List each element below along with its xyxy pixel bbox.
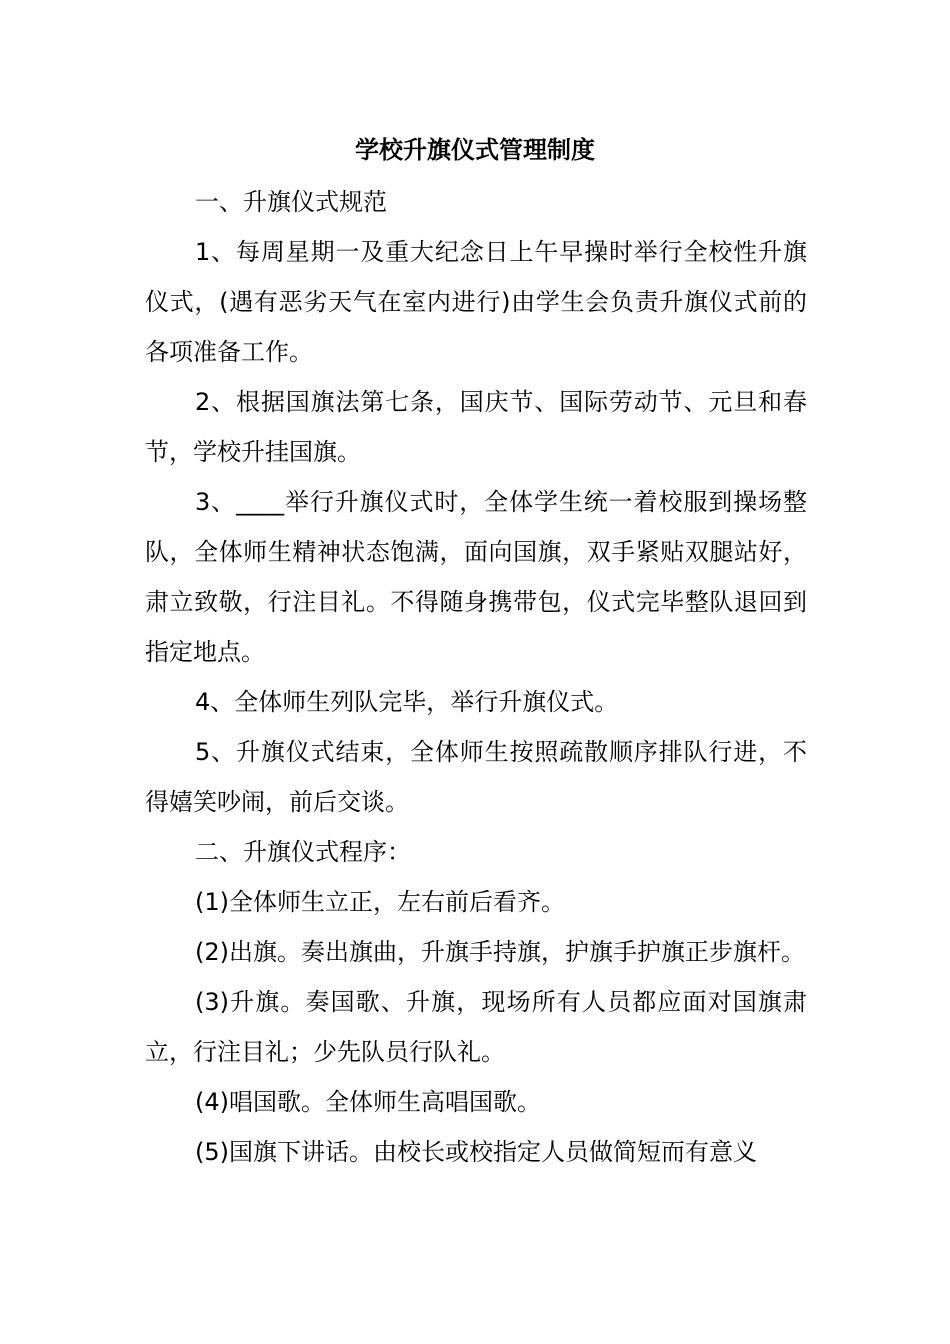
paragraph-item-2: 2、根据国旗法第七条，国庆节、国际劳动节、元旦和春节，学校升挂国旗。	[145, 388, 807, 466]
procedure-step-1: (1)全体师生立正，左右前后看齐。	[195, 888, 565, 916]
section-heading-1: 一、升旗仪式规范	[195, 188, 387, 216]
document-body	[145, 177, 807, 1177]
procedure-step-3: (3)升旗。奏国歌、升旗，现场所有人员都应面对国旗肃立，行注目礼；少先队员行队礼。	[145, 988, 807, 1066]
paragraph-item-5: 5、升旗仪式结束，全体师生按照疏散顺序排队行进，不得嬉笑吵闹，前后交谈。	[145, 738, 807, 816]
procedure-step-2: (2)出旗。奏出旗曲，升旗手持旗，护旗手护旗正步旗杆。	[195, 938, 805, 966]
procedure-step-4: (4)唱国歌。全体师生高唱国歌。	[195, 1088, 541, 1116]
paragraph-item-3: 3、____举行升旗仪式时，全体学生统一着校服到操场整队，全体师生精神状态饱满，面向国旗，双手紧贴双腿站好，肃立致敬，行注目礼。不得随身携带包，仪式完毕整队退回到指定地点。	[145, 488, 807, 666]
document-title: 学校升旗仪式管理制度	[355, 136, 595, 164]
procedure-step-5: (5)国旗下讲话。由校长或校指定人员做简短而有意义	[195, 1138, 757, 1166]
section-heading-2: 二、升旗仪式程序：	[195, 838, 411, 866]
paragraph-item-4: 4、全体师生列队完毕，举行升旗仪式。	[195, 688, 619, 716]
paragraph-item-1: 1、每周星期一及重大纪念日上午早操时举行全校性升旗仪式，(遇有恶劣天气在室内进行)由学生会负责升旗仪式前的各项准备工作。	[145, 238, 807, 366]
